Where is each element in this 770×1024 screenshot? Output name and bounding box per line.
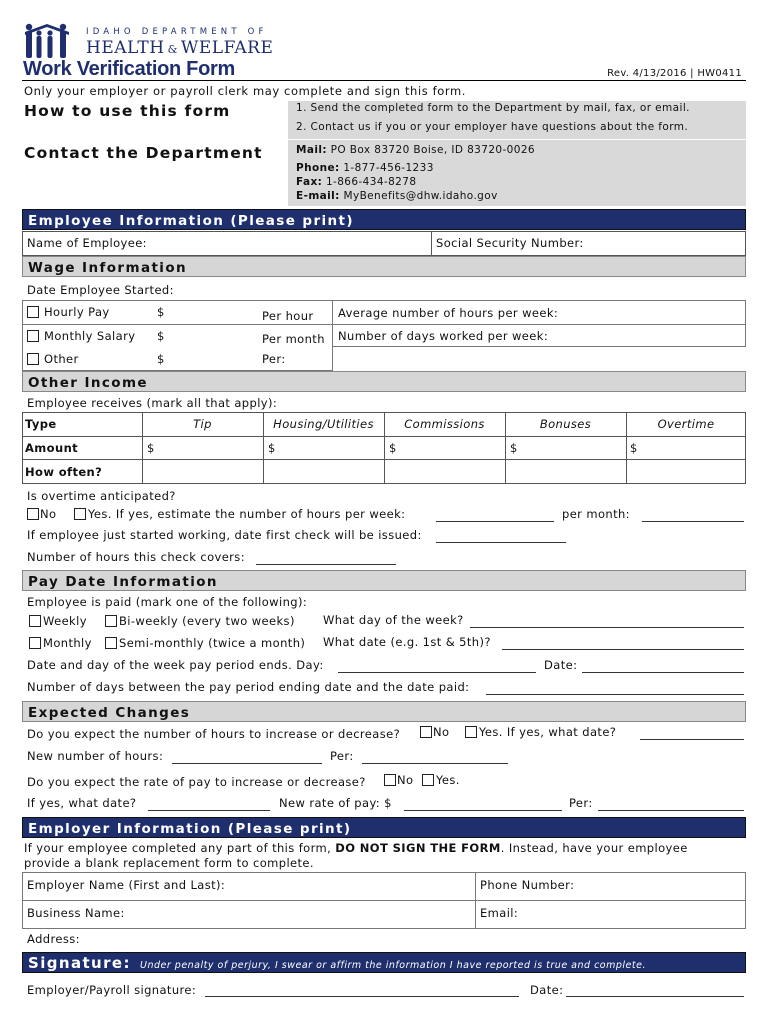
per-hour-label: Per hour [262, 309, 314, 323]
bonuses-dollar: $ [510, 441, 518, 455]
employer-note: If your employee completed any part of this form, DO NOT SIGN THE FORM. Instead, have your employee provide a blank replacement form to complete. [24, 841, 688, 870]
hourly-dollar: $ [157, 305, 165, 319]
ot-yes-checkbox[interactable] [74, 508, 86, 520]
signature-field[interactable] [205, 996, 519, 997]
other-per-label: Per: [262, 352, 286, 366]
col-housing: Housing/Utilities [273, 417, 374, 431]
biweekly-label: Bi-weekly (every two weeks) [119, 614, 295, 628]
type-header: Type [25, 417, 57, 431]
days-between-label: Number of days between the pay period ending date and the date paid: [27, 680, 470, 694]
rate-date-field[interactable] [148, 810, 270, 811]
period-date-label: Date: [544, 658, 578, 672]
contact-fax: Fax: 1-866-434-8278 [296, 176, 417, 188]
biweekly-checkbox[interactable] [105, 615, 117, 627]
other-income-section-bar: Other Income [22, 371, 746, 392]
avg-hours-label: Average number of hours per week: [338, 306, 559, 320]
rate-no-checkbox[interactable] [384, 774, 396, 786]
contact-title: Contact the Department [24, 144, 263, 162]
monthly-checkbox[interactable] [27, 330, 39, 342]
monthly-dollar: $ [157, 329, 165, 343]
agency-health: HEALTH [86, 38, 165, 58]
new-rate-per-label: Per: [569, 796, 593, 810]
signature-section-bar [22, 952, 746, 973]
agency-large [86, 38, 273, 58]
hours-no-label: No [433, 725, 450, 739]
ot-no-label: No [40, 507, 57, 521]
period-ends-label: Date and day of the week pay period ends. Day: [27, 658, 324, 672]
period-day-field[interactable] [338, 672, 536, 673]
employer-phone-label: Phone Number: [480, 878, 575, 892]
col-bonuses: Bonuses [539, 417, 592, 431]
receives-label: Employee receives (mark all that apply): [27, 396, 278, 410]
weekly-label: Weekly [43, 614, 87, 628]
housing-dollar: $ [268, 441, 276, 455]
signature-title: Signature: [28, 954, 131, 972]
hours-change-date-field[interactable] [640, 739, 744, 740]
ot-month-field[interactable] [642, 521, 744, 522]
wage-section-bar: Wage Information [22, 256, 746, 277]
date-started-label: Date Employee Started: [27, 283, 174, 297]
revision: Rev. 4/13/2016 | HW0411 [607, 68, 742, 79]
family-logo-icon [23, 22, 71, 60]
hourly-checkbox[interactable] [27, 306, 39, 318]
hours-yes-checkbox[interactable] [465, 726, 477, 738]
what-date-field[interactable] [502, 649, 744, 650]
howto-title: How to use this form [24, 102, 231, 120]
ot-no-checkbox[interactable] [27, 508, 39, 520]
form-title: Work Verification Form [23, 58, 235, 80]
other-dollar: $ [157, 352, 165, 366]
signature-date-label: Date: [530, 983, 564, 997]
rate-date-label: If yes, what date? [27, 796, 137, 810]
hours-change-question: Do you expect the number of hours to increase or decrease? [27, 727, 401, 741]
hourly-label: Hourly Pay [44, 305, 110, 319]
ot-yes-label: Yes. If yes, estimate the number of hours per week: [88, 507, 406, 521]
new-hours-per-field[interactable] [362, 763, 508, 764]
amount-label: Amount [25, 441, 79, 455]
howto-step2: 2. Contact us if you or your employer have questions about the form. [296, 121, 689, 133]
howto-step1: 1. Send the completed form to the Department by mail, fax, or email. [296, 102, 690, 114]
monthly-pay-checkbox[interactable] [29, 637, 41, 649]
rate-no-label: No [397, 773, 414, 787]
signature-date-field[interactable] [566, 996, 744, 997]
employee-section-bar: Employee Information (Please print) [22, 209, 746, 230]
new-hours-label: New number of hours: [27, 749, 164, 763]
how-often-label: How often? [25, 465, 103, 479]
agency-small: IDAHO DEPARTMENT OF [86, 27, 268, 37]
new-rate-label: New rate of pay: $ [279, 796, 392, 810]
rate-yes-label: Yes. [436, 773, 460, 787]
col-commissions: Commissions [404, 417, 485, 431]
what-day-label: What day of the week? [323, 613, 464, 627]
rate-yes-checkbox[interactable] [422, 774, 434, 786]
what-day-field[interactable] [470, 627, 744, 628]
paid-label: Employee is paid (mark one of the following): [27, 595, 308, 609]
other-pay-checkbox[interactable] [27, 353, 39, 365]
ot-hours-field[interactable] [436, 521, 554, 522]
monthly-pay-label: Monthly [43, 636, 92, 650]
signature-label: Employer/Payroll signature: [27, 983, 197, 997]
agency-amp: & [167, 43, 178, 56]
perjury-statement: Under penalty of perjury, I swear or affirm the information I have reported is true and complete. [140, 960, 646, 971]
intro-text: Only your employer or payroll clerk may complete and sign this form. [24, 84, 467, 98]
what-date-label: What date (e.g. 1st & 5th)? [323, 635, 491, 649]
employer-email-label: Email: [480, 906, 519, 920]
other-pay-label: Other [44, 352, 79, 366]
first-check-field[interactable] [436, 542, 566, 543]
new-hours-per-label: Per: [330, 749, 354, 763]
days-between-field[interactable] [486, 694, 744, 695]
hours-covers-label: Number of hours this check covers: [27, 550, 245, 564]
tip-dollar: $ [147, 441, 155, 455]
overtime-dollar: $ [630, 441, 638, 455]
days-worked-label: Number of days worked per week: [338, 329, 549, 343]
agency-welfare: WELFARE [180, 38, 274, 58]
employee-ssn-label: Social Security Number: [436, 236, 584, 250]
employer-section-bar: Employer Information (Please print) [22, 817, 746, 838]
first-check-label: If employee just started working, date first check will be issued: [27, 528, 422, 542]
new-rate-field[interactable] [404, 810, 562, 811]
per-month-label: Per month [262, 332, 325, 346]
business-name-label: Business Name: [27, 906, 125, 920]
semimonthly-checkbox[interactable] [105, 637, 117, 649]
pay-date-section-bar: Pay Date Information [22, 570, 746, 591]
ot-per-month-label: per month: [562, 507, 630, 521]
address-label: Address: [27, 932, 80, 946]
overtime-question: Is overtime anticipated? [27, 489, 176, 503]
expected-section-bar: Expected Changes [22, 701, 746, 722]
weekly-checkbox[interactable] [29, 615, 41, 627]
period-date-field[interactable] [582, 672, 744, 673]
monthly-label: Monthly Salary [44, 329, 136, 343]
contact-email: E-mail: MyBenefits@dhw.idaho.gov [296, 190, 498, 202]
rate-change-question: Do you expect the rate of pay to increase or decrease? [27, 775, 366, 789]
hours-no-checkbox[interactable] [420, 726, 432, 738]
employee-name-label: Name of Employee: [27, 236, 147, 250]
semimonthly-label: Semi-monthly (twice a month) [119, 636, 306, 650]
hours-covers-field[interactable] [256, 564, 396, 565]
col-tip: Tip [193, 417, 212, 431]
idhw-logo [23, 22, 71, 60]
contact-phone: Phone: 1-877-456-1233 [296, 162, 434, 174]
new-hours-field[interactable] [172, 763, 322, 764]
col-overtime: Overtime [657, 417, 715, 431]
commissions-dollar: $ [389, 441, 397, 455]
contact-mail: Mail: PO Box 83720 Boise, ID 83720-0026 [296, 144, 535, 156]
new-rate-per-field[interactable] [598, 810, 744, 811]
employer-name-label: Employer Name (First and Last): [27, 878, 226, 892]
hours-yes-label: Yes. If yes, what date? [479, 725, 617, 739]
